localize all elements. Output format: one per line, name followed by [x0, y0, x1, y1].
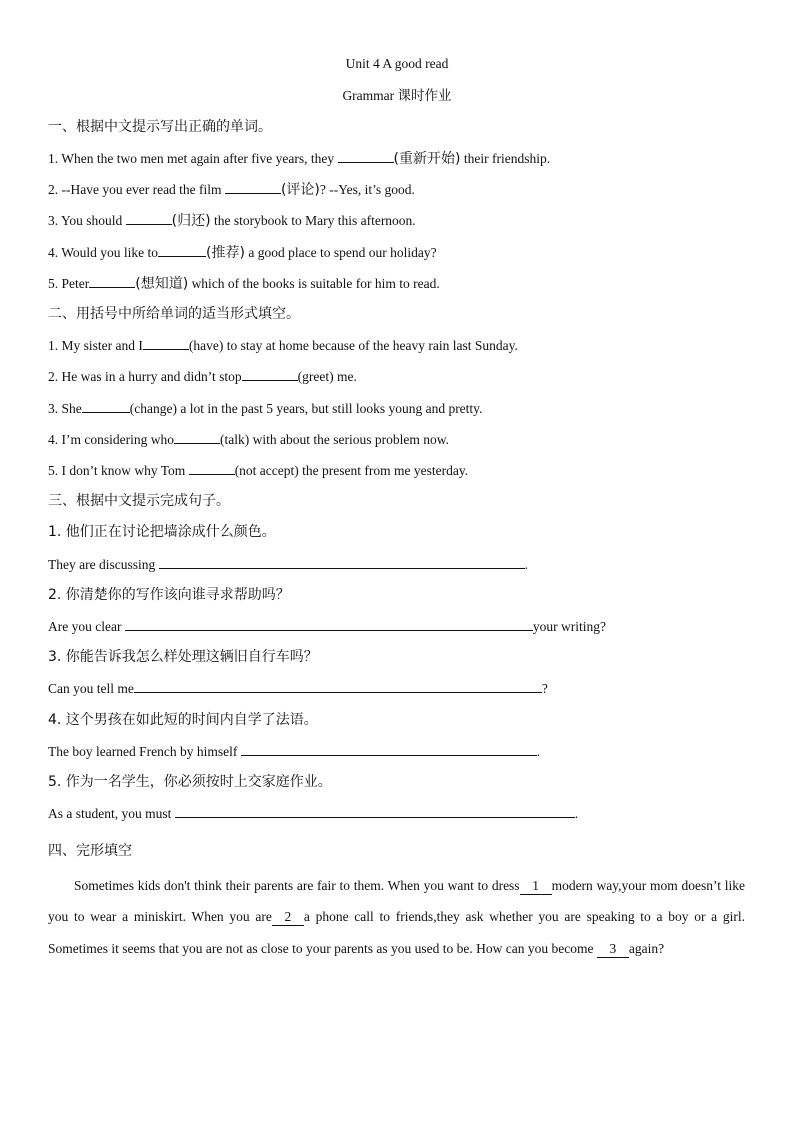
worksheet-title: Unit 4 A good read — [345, 56, 449, 71]
s1-q4-pre: 4. Would you like to — [48, 245, 159, 260]
s3-q1-pre: They are discussing — [48, 557, 159, 572]
subtitle-text: Grammar 课时作业 — [342, 88, 452, 103]
s2-question-3 — [48, 398, 746, 419]
s1-q5-post: which of the books is suitable for him to read. — [188, 276, 440, 291]
s3-q4-pre: The boy learned French by himself — [48, 744, 241, 759]
cloze-blank-2[interactable]: 2 — [272, 909, 304, 926]
section1-heading: 一、根据中文提示写出正确的单词。 — [48, 119, 272, 135]
s1-q1-pre: 1. When the two men met again after five years, they — [48, 151, 338, 166]
s2-q5-post: the present from me yesterday. — [298, 463, 469, 478]
s2-q2-pre: 2. He was in a hurry and didn’t stop — [48, 369, 242, 384]
s1-q3-answer-blank[interactable] — [126, 210, 172, 225]
s3-q1-chinese: 1. 他们正在讨论把墙涂成什么颜色。 — [48, 524, 276, 540]
s3-q4-chinese: 4. 这个男孩在如此短的时间内自学了法语。 — [48, 712, 318, 728]
s1-q4-hint: (推荐) — [206, 245, 245, 261]
s1-q2-pre: 2. --Have you ever read the film — [48, 182, 225, 197]
s3-q3-pre: Can you tell me — [48, 681, 134, 696]
s3-question-5 — [48, 803, 746, 824]
s2-q2-answer-blank[interactable] — [242, 366, 298, 381]
s3-q3-post: ? — [541, 681, 548, 696]
s2-q5-answer-blank[interactable] — [189, 460, 235, 475]
s2-q5-hint: (not accept) — [234, 463, 299, 478]
s2-q4-hint: (talk) — [219, 432, 250, 447]
cloze-blank-1[interactable]: 1 — [520, 878, 552, 895]
s3-q2-pre: Are you clear — [48, 619, 125, 634]
s2-q1-pre: 1. My sister and I — [48, 338, 143, 353]
s1-q4-answer-blank[interactable] — [158, 242, 206, 257]
s2-question-2 — [48, 366, 746, 387]
s3-q1-answer-line[interactable] — [159, 554, 525, 569]
s2-q5-pre: 5. I don’t know why Tom — [48, 463, 189, 478]
s2-q3-hint: (change) — [129, 401, 177, 416]
s1-question-2 — [48, 179, 746, 200]
s1-q3-post: the storybook to Mary this afternoon. — [210, 213, 416, 228]
s2-question-4 — [48, 429, 746, 450]
s1-question-1 — [48, 148, 746, 169]
s3-question-3 — [48, 678, 746, 699]
s2-q3-post: a lot in the past 5 years, but still looks young and pretty. — [176, 401, 483, 416]
s3-q5-chinese: 5. 作为一名学生，你必须按时上交家庭作业。 — [48, 774, 332, 790]
s2-q3-answer-blank[interactable] — [82, 398, 130, 413]
cloze-blank-3[interactable]: 3 — [597, 941, 629, 958]
s3-q5-pre: As a student, you must — [48, 806, 175, 821]
s1-q1-answer-blank[interactable] — [338, 148, 394, 163]
s2-q4-answer-blank[interactable] — [174, 429, 220, 444]
cloze-passage — [48, 870, 745, 964]
s2-q2-post: me. — [333, 369, 357, 384]
s1-q2-hint: (评论) — [280, 182, 320, 198]
s1-question-3 — [48, 210, 746, 231]
s3-q2-answer-line[interactable] — [125, 616, 533, 631]
s2-question-5 — [48, 460, 746, 481]
s3-question-4 — [48, 741, 746, 762]
s3-q4-post: . — [536, 744, 541, 759]
worksheet-subtitle — [0, 86, 794, 106]
s1-q4-post: a good place to spend our holiday? — [244, 245, 437, 260]
s3-q5-answer-line[interactable] — [175, 803, 575, 818]
s3-question-2 — [48, 616, 746, 637]
s1-q1-hint: (重新开始) — [393, 151, 461, 167]
s1-q5-answer-blank[interactable] — [89, 273, 135, 288]
cloze-text-1: Sometimes kids don't think their parents are fair to them. When you want to dress — [74, 878, 520, 893]
s2-q1-hint: (have) — [188, 338, 224, 353]
s3-question-1 — [48, 554, 746, 575]
s1-q3-pre: 3. You should — [48, 213, 126, 228]
s1-q1-post: their friendship. — [460, 151, 551, 166]
section2-heading: 二、用括号中所给单词的适当形式填空。 — [48, 306, 300, 322]
s2-q1-answer-blank[interactable] — [143, 335, 189, 350]
s2-question-1 — [48, 335, 746, 356]
s1-q2-answer-blank[interactable] — [225, 179, 281, 194]
cloze-text-2: modern way,your mom doesn’t like you to wear a miniskirt. When you are — [48, 878, 745, 925]
s2-q3-pre: 3. She — [48, 401, 82, 416]
cloze-text-4: again? — [628, 940, 665, 956]
s3-q4-answer-line[interactable] — [241, 741, 537, 756]
s3-q2-post: your writing? — [532, 619, 606, 634]
s1-q3-hint: (归还) — [171, 213, 211, 229]
s3-q5-post: . — [574, 806, 579, 821]
s2-q1-post: to stay at home because of the heavy rain last Sunday. — [223, 338, 518, 353]
s3-q1-post: . — [524, 557, 528, 572]
s1-question-4 — [48, 242, 746, 263]
s3-q2-chinese: 2. 你清楚你的写作该向谁寻求帮助吗？ — [48, 587, 290, 603]
s3-q3-answer-line[interactable] — [134, 678, 542, 693]
s2-q4-pre: 4. I’m considering who — [48, 432, 174, 447]
s3-q3-chinese: 3. 你能告诉我怎么样处理这辆旧自行车吗？ — [48, 649, 318, 665]
section4-heading: 四、完形填空 — [48, 843, 132, 859]
s1-q2-post: ? --Yes, it’s good. — [319, 182, 415, 197]
s1-question-5 — [48, 273, 746, 294]
s1-q5-pre: 5. Peter — [48, 276, 90, 291]
section3-heading: 三、根据中文提示完成句子。 — [48, 493, 230, 509]
s2-q4-post: with about the serious problem now. — [249, 432, 449, 447]
s2-q2-hint: (greet) — [297, 369, 334, 384]
cloze-text-3: a phone call to friends,they ask whether you are speaking to a boy or a girl. Sometimes it seems that you are not as close to your parents as you used to be. How can you become — [48, 909, 746, 956]
s1-q5-hint: (想知道) — [135, 276, 189, 292]
